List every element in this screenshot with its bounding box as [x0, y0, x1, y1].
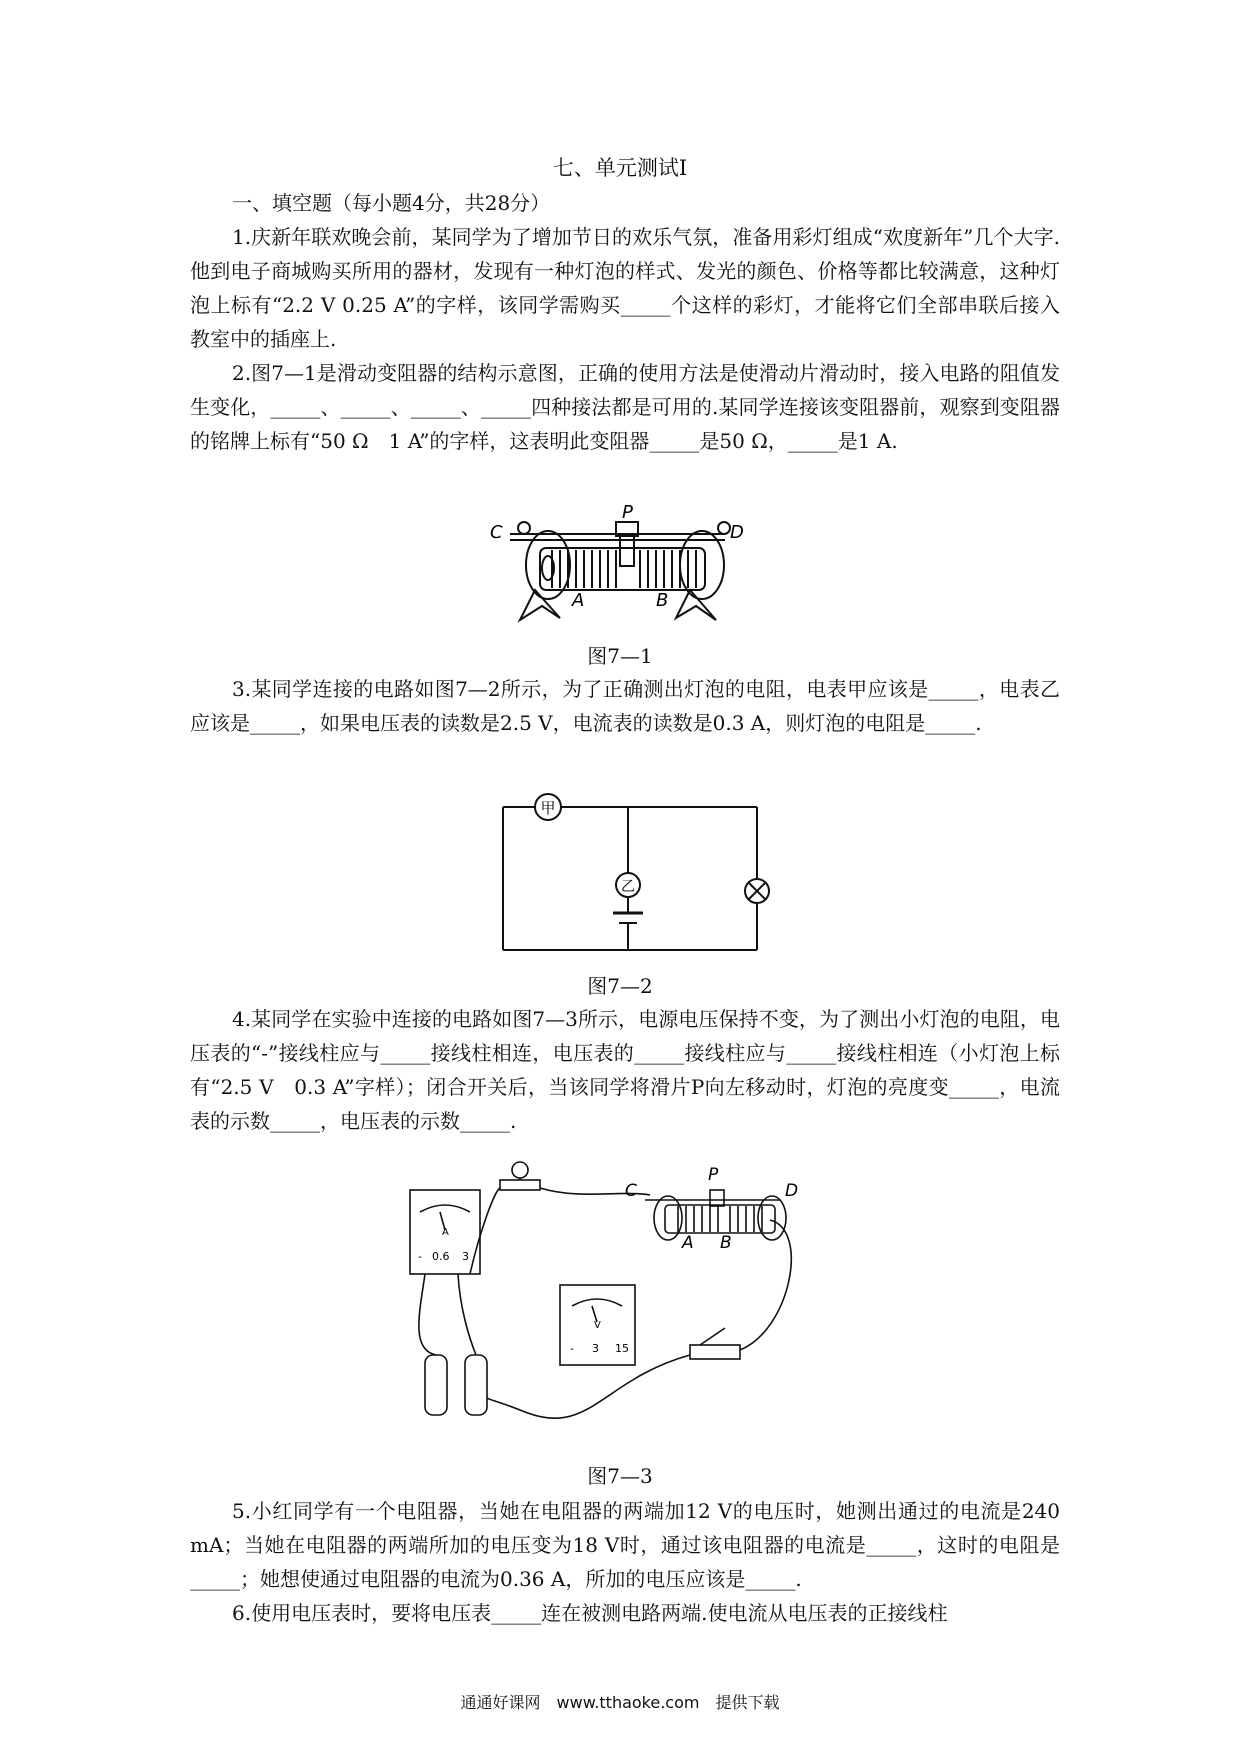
question-4: 4.某同学在实验中连接的电路如图7—3所示，电源电压保持不变，为了测出小灯泡的电阻，电压表的“-”接线柱应与_____接线柱相连，电压表的_____接线柱应与_____接线柱相连（小灯泡上标有“2.5 V 0.3 A”字样）；闭合开关后，当该同学将滑片P向左移动时，灯泡的亮度变_____，电流表的示数_____，电压表的示数_____.: [190, 1007, 1060, 1133]
section-heading: 一、填空题（每小题4分，共28分）: [232, 191, 551, 215]
label-p: P: [708, 1165, 719, 1185]
page-footer: 通通好课网 www.tthaoke.com 提供下载: [460, 1693, 780, 1712]
figure-7-3-apparatus: [400, 1150, 920, 1450]
page-title: 七、单元测试Ⅰ: [552, 156, 688, 180]
voltmeter-terminal-2: 15: [615, 1342, 629, 1355]
figure-7-2-caption: 图7—2: [587, 974, 653, 998]
question-6: 6.使用电压表时，要将电压表_____连在被测电路两端.使电流从电压表的正接线柱: [232, 1601, 948, 1625]
meter-jia-label: 甲: [540, 799, 556, 817]
label-b: B: [656, 590, 669, 611]
figure-7-2-circuit: [495, 785, 775, 955]
question-1: 1.庆新年联欢晚会前，某同学为了增加节日的欢乐气氛，准备用彩灯组成“欢度新年”几个大字.他到电子商城购买所用的器材，发现有一种灯泡的样式、发光的颜色、价格等都比较满意，这种灯泡上标有“2.2 V 0.25 A”的字样，该同学需购买_____个这样的彩灯，才能将它们全部串联后接入教室中的插座上.: [190, 225, 1060, 351]
lamp-symbol: [745, 879, 769, 903]
figure-7-1-caption: 图7—1: [587, 644, 653, 668]
question-2: 2.图7—1是滑动变阻器的结构示意图，正确的使用方法是使滑动片滑动时，接入电路的阻值发生变化，_____、_____、_____、_____四种接法都是可用的.某同学连接该变阻器前，观察到变阻器的铭牌上标有“50 Ω 1 A”的字样，这表明此变阻器_____是50 Ω，_____是1 A.: [190, 361, 1060, 453]
voltmeter-terminal-1: 3: [592, 1342, 599, 1355]
question-5: 5.小红同学有一个电阻器，当她在电阻器的两端加12 V的电压时，她测出通过的电流是240 mA；当她在电阻器的两端所加的电压变为18 V时，通过该电阻器的电流是_____，这时的电阻是_____；她想使通过电阻器的电流为0.36 A，所加的电压应该是_____.: [190, 1499, 1060, 1591]
ammeter-terminal-1: 0.6: [432, 1250, 450, 1263]
label-p: P: [622, 502, 633, 523]
question-3: 3.某同学连接的电路如图7—2所示，为了正确测出灯泡的电阻，电表甲应该是_____，电表乙应该是_____，如果电压表的读数是2.5 V，电流表的读数是0.3 A，则灯泡的电阻是_____.: [190, 677, 1060, 735]
ammeter-terminal-2: 3: [462, 1250, 469, 1263]
voltmeter-unit: V: [594, 1320, 601, 1331]
meter-yi-label: 乙: [621, 879, 635, 895]
ammeter-minus: -: [418, 1250, 422, 1263]
label-c: C: [625, 1181, 637, 1201]
label-b: B: [720, 1233, 732, 1253]
label-a: A: [682, 1233, 694, 1253]
label-d: D: [730, 522, 744, 543]
label-a: A: [572, 590, 585, 611]
voltmeter-minus: -: [570, 1342, 574, 1355]
figure-7-3-caption: 图7—3: [587, 1464, 653, 1488]
label-c: C: [490, 522, 503, 543]
ammeter-unit: A: [442, 1227, 449, 1238]
figure-7-1-rheostat: [480, 500, 770, 625]
label-d: D: [785, 1181, 799, 1201]
